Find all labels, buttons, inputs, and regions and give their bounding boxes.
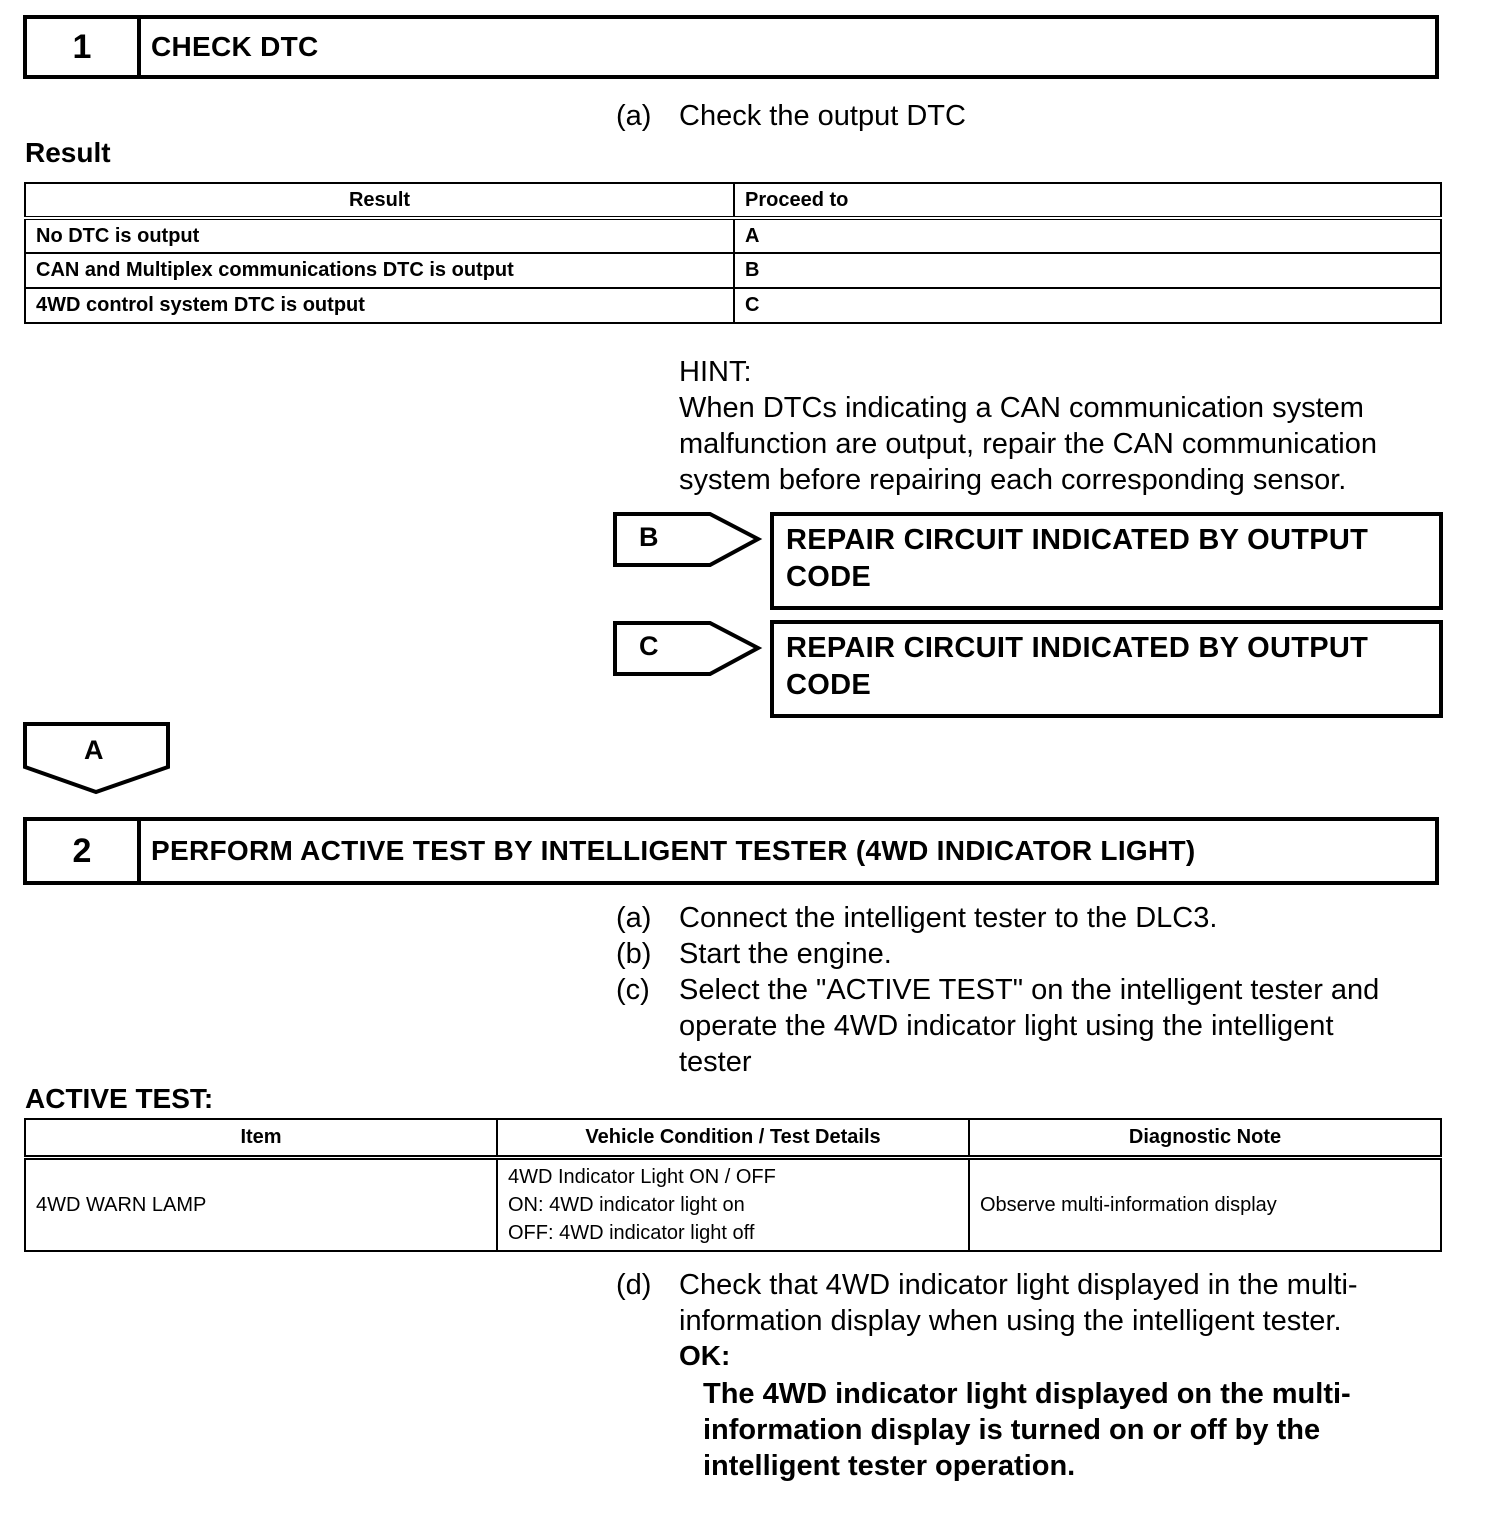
result-heading: Result <box>25 137 111 168</box>
result-table-header: Proceed to <box>734 183 1441 218</box>
ok-text <box>703 1376 1423 1484</box>
repair-text: REPAIR CIRCUIT INDICATED BY OUTPUT <box>786 524 1369 556</box>
ok-label: OK: <box>679 1340 731 1371</box>
repair-box <box>770 620 1443 718</box>
repair-text: REPAIR CIRCUIT INDICATED BY OUTPUT <box>786 632 1369 664</box>
hint-line: When DTCs indicating a CAN communication system <box>679 392 1364 424</box>
proceed-cell: B <box>734 253 1441 288</box>
hint-line: system before repairing each corresponding sensor. <box>679 464 1347 496</box>
substep-text: Check the output DTC <box>679 100 966 132</box>
substep-label: (a) <box>616 100 652 132</box>
active-test-table <box>24 1118 1442 1252</box>
step-title: PERFORM ACTIVE TEST BY INTELLIGENT TESTER (4WD INDICATOR LIGHT) <box>151 835 1196 866</box>
proceed-cell: A <box>734 218 1441 253</box>
step-title: CHECK DTC <box>151 31 319 62</box>
substep-label: (c) <box>616 974 650 1006</box>
details-line: OFF: 4WD indicator light off <box>508 1221 755 1244</box>
substep-label: (b) <box>616 938 652 970</box>
details-line: 4WD Indicator Light ON / OFF <box>508 1165 776 1188</box>
ok-line: The 4WD indicator light displayed on the multi- <box>703 1378 1351 1410</box>
result-table <box>24 182 1442 324</box>
substep-text: Start the engine. <box>679 938 892 970</box>
down-arrow-letter: A <box>84 735 104 765</box>
table-row <box>25 218 1441 253</box>
branch-letter: B <box>639 522 659 552</box>
item-cell: 4WD WARN LAMP <box>25 1157 497 1251</box>
details-line: ON: 4WD indicator light on <box>508 1193 745 1216</box>
result-table-header: Result <box>25 183 734 218</box>
substep-text: information display when using the intelligent tester. <box>679 1305 1342 1337</box>
hint-line: malfunction are output, repair the CAN communication <box>679 428 1377 460</box>
result-cell: No DTC is output <box>25 218 734 253</box>
step-number: 1 <box>27 19 141 75</box>
active-test-heading: ACTIVE TEST: <box>25 1083 214 1114</box>
substep-text: tester <box>679 1046 752 1078</box>
table-row <box>25 288 1441 323</box>
result-cell: 4WD control system DTC is output <box>25 288 734 323</box>
table-row <box>25 253 1441 288</box>
active-table-header: Diagnostic Note <box>969 1119 1441 1157</box>
details-cell <box>497 1157 969 1251</box>
table-row <box>25 1157 1441 1251</box>
ok-line: intelligent tester operation. <box>703 1450 1076 1482</box>
substep-label: (a) <box>616 902 652 934</box>
branch-arrow-icon <box>612 510 764 570</box>
substep-label: (d) <box>616 1269 652 1301</box>
active-table-header: Vehicle Condition / Test Details <box>497 1119 969 1157</box>
branch-arrow-icon <box>612 619 764 679</box>
active-table-header: Item <box>25 1119 497 1157</box>
substep-text: Select the "ACTIVE TEST" on the intelligent tester and <box>679 974 1380 1006</box>
ok-line: information display is turned on or off by the <box>703 1414 1321 1446</box>
branch-letter: C <box>639 631 659 661</box>
step-1-header <box>23 15 1439 79</box>
proceed-cell: C <box>734 288 1441 323</box>
note-cell: Observe multi-information display <box>969 1157 1441 1251</box>
result-cell: CAN and Multiplex communications DTC is output <box>25 253 734 288</box>
substep-text: Connect the intelligent tester to the DLC3. <box>679 902 1218 934</box>
substep-text: operate the 4WD indicator light using the intelligent <box>679 1010 1334 1042</box>
repair-text: CODE <box>786 561 871 593</box>
step-2-header <box>23 817 1439 885</box>
repair-box <box>770 512 1443 610</box>
hint-label: HINT: <box>679 356 752 388</box>
repair-text: CODE <box>786 669 871 701</box>
substep-text: Check that 4WD indicator light displayed in the multi- <box>679 1269 1358 1301</box>
step-number: 2 <box>27 821 141 881</box>
